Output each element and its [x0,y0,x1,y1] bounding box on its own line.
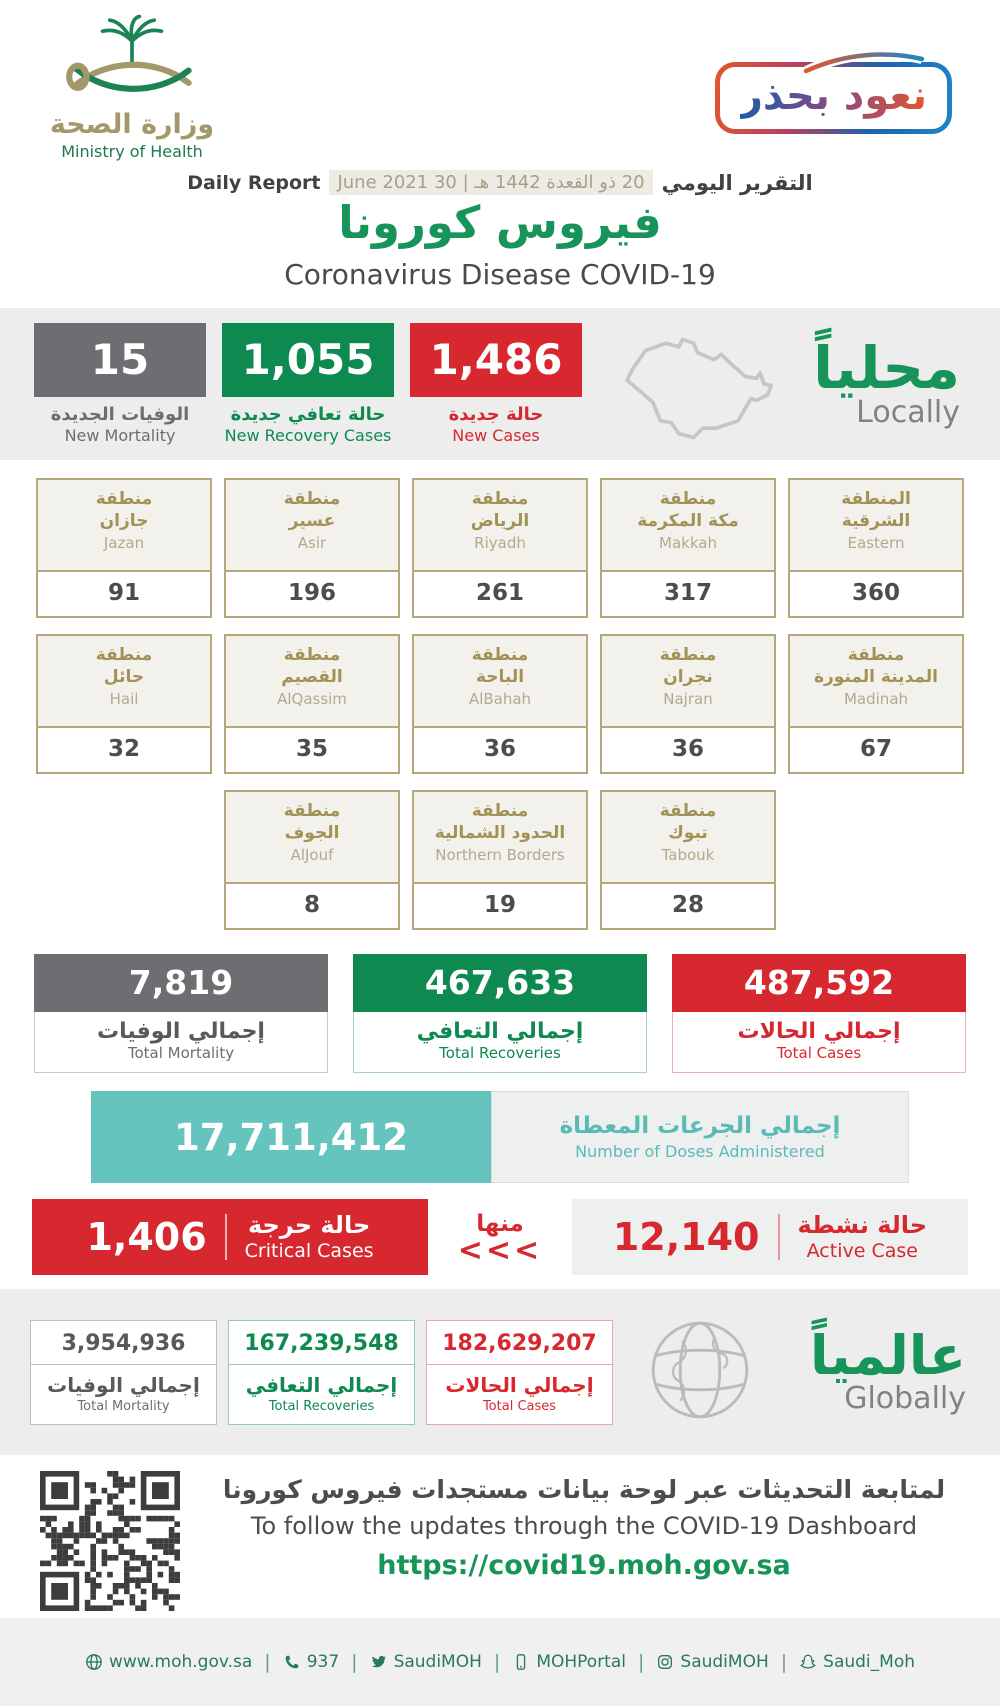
region-name-ar: المدينة المنورة [813,667,938,688]
dashboard-note-english: To follow the updates through the COVID-19 Dashboard [250,1512,918,1540]
region-name-ar: الرياض [470,511,530,532]
report-date-line [0,170,1000,195]
badge-inner [720,67,947,129]
region-card-makkah [600,478,776,618]
twitter-icon [370,1653,388,1671]
doses-section [0,1091,1000,1183]
region-tag: منطقة [283,801,341,821]
doses-value: 17,711,412 [91,1091,491,1183]
region-value: 36 [483,736,516,762]
regions-section [0,460,1000,930]
region-name-ar: القصيم [281,667,343,688]
region-card-aljouf [224,790,400,930]
region-name-ar: عسير [288,511,336,532]
totals-section [0,946,1000,1073]
total-mortality-label-en: Total Mortality [127,1044,235,1062]
global-cases [426,1320,613,1425]
badge-swoosh-icon [798,49,928,75]
footer-separator: | [493,1651,501,1673]
dashboard-note-arabic: لمتابعة التحديثات عبر لوحة بيانات مستجدات فيروس كورونا [222,1475,946,1504]
region-tag: منطقة [283,645,341,665]
region-card-riyadh [412,478,588,618]
locally-title [810,334,966,430]
region-tag: منطقة [659,489,717,509]
region-tag: منطقة [659,801,717,821]
region-name-en: AlJouf [290,846,334,865]
new-recoveries-label-ar: حالة تعافي جديدة [230,404,386,425]
active-cases-label-ar: حالة نشطة [797,1211,928,1240]
region-tag: منطقة [283,489,341,509]
global-mortality-value: 3,954,936 [61,1330,186,1356]
new-cases-label-en: New Cases [452,426,540,445]
region-value: 196 [287,580,336,606]
region-name-ar: الحدود الشمالية [434,823,566,844]
region-tag: المنطقة [841,489,911,509]
footer-label: 937 [306,1652,340,1672]
locally-title-arabic: محلياً [813,334,960,403]
new-cases-value: 1,486 [410,323,582,397]
total-recoveries-value: 467,633 [353,954,647,1012]
return-with-caution-badge [715,62,952,134]
critical-cases-label-ar: حالة حرجة [247,1211,371,1240]
doses-label-ar: إجمالي الجرعات المعطاة [559,1113,841,1139]
region-value: 32 [107,736,140,762]
daily-report-label-en: Daily Report [187,171,321,194]
saudi-map-icon [608,321,794,447]
footer-separator: | [351,1651,358,1673]
globe-icon [85,1653,103,1671]
footer-bar [0,1618,1000,1706]
globally-band [0,1289,1000,1455]
report-date: 20 ذو القعدة 1442 هـ | 30 June 2021 [329,170,652,195]
region-card-asir [224,478,400,618]
global-recoveries-label-ar: إجمالي التعافي [245,1372,398,1397]
region-value: 67 [859,736,892,762]
header [0,0,1000,308]
region-tag: منطقة [847,645,905,665]
global-recoveries [228,1320,415,1425]
region-value: 19 [483,892,516,918]
total-recoveries-label-ar: إجمالي التعافي [416,1019,584,1044]
left-chevrons-icon: <<< [457,1232,543,1268]
new-recoveries-label-en: New Recovery Cases [224,426,392,445]
region-name-en: Hail [109,690,139,709]
new-mortality-label-en: New Mortality [64,426,176,445]
dashboard-text [208,1471,960,1581]
new-mortality-stat [34,323,206,445]
region-row-2 [36,634,964,774]
doses-label [491,1091,909,1183]
of-which-label: منها [476,1210,524,1237]
new-mortality-value: 15 [34,323,206,397]
region-name-en: Najran [663,690,713,709]
footer-item-instagram[interactable] [656,1652,768,1672]
doses-label-en: Number of Doses Administered [575,1142,825,1161]
dashboard-section [0,1455,1000,1615]
region-value: 317 [663,580,712,606]
footer-label: Saudi_Moh [823,1652,915,1672]
page-title-english: Coronavirus Disease COVID-19 [284,258,716,291]
region-name-en: Eastern [847,534,905,553]
footer-label: www.moh.gov.sa [108,1652,253,1672]
region-name-en: Riyadh [474,534,526,553]
region-row-3 [36,790,964,930]
region-tag: منطقة [659,645,717,665]
ministry-name-english: Ministry of Health [61,141,203,161]
region-name-ar: حائل [103,667,145,688]
region-value: 360 [851,580,900,606]
new-mortality-label-ar: الوفيات الجديدة [50,404,190,425]
region-card-jazan [36,478,212,618]
region-name-ar: مكة المكرمة [637,511,739,532]
instagram-icon [656,1653,674,1671]
total-cases [672,954,966,1073]
global-cases-value: 182,629,207 [442,1330,597,1356]
active-cases-value: 12,140 [612,1215,760,1259]
region-value: 28 [671,892,704,918]
footer-item-mohportal[interactable] [512,1652,626,1672]
page-title-arabic: فيروس كورونا [338,196,662,249]
footer-separator: | [264,1651,271,1673]
new-cases-stat [410,323,582,445]
footer-label: SaudiMOH [393,1652,482,1672]
total-recoveries [353,954,647,1073]
total-cases-label-en: Total Cases [776,1044,862,1062]
region-tag: منطقة [471,489,529,509]
global-recoveries-value: 167,239,548 [244,1330,399,1356]
footer-separator: | [780,1651,788,1673]
critical-cases-value: 1,406 [86,1215,207,1259]
phone-icon [283,1653,301,1671]
region-name-en: AlBahah [468,690,532,709]
locally-title-english: Locally [856,394,960,430]
daily-report-label-ar: التقرير اليومي [661,170,813,195]
dashboard-url-link[interactable]: https://covid19.moh.gov.sa [377,1550,791,1581]
snapchat-icon [799,1653,817,1671]
region-card-tabouk [600,790,776,930]
region-tag: منطقة [95,489,153,509]
total-recoveries-label-en: Total Recoveries [439,1044,561,1062]
region-name-en: Asir [297,534,327,553]
global-mortality [30,1320,217,1425]
region-tag: منطقة [471,801,529,821]
ministry-logo [42,14,222,161]
region-value: 35 [295,736,328,762]
region-card-eastern [788,478,964,618]
region-name-en: Jazan [103,534,145,553]
critical-cases-label-en: Critical Cases [244,1239,374,1262]
total-mortality-label-ar: إجمالي الوفيات [97,1019,265,1044]
region-tag: منطقة [471,645,529,665]
global-mortality-label-ar: إجمالي الوفيات [47,1372,200,1397]
region-name-en: Makkah [659,534,717,553]
mobile-icon [512,1653,530,1671]
global-cases-label-ar: إجمالي الحالات [445,1372,594,1397]
region-name-en: Northern Borders [435,846,565,865]
region-value: 8 [303,892,320,918]
ministry-name-arabic: وزارة الصحة [49,109,215,140]
region-row-1 [36,478,964,618]
of-which-indicator [457,1210,543,1268]
region-card-albahah [412,634,588,774]
region-value: 36 [671,736,704,762]
region-name-ar: الباحة [475,667,525,688]
region-value: 91 [107,580,140,606]
active-cases-label-en: Active Case [806,1239,918,1262]
total-cases-value: 487,592 [672,954,966,1012]
footer-label: MOHPortal [536,1652,626,1672]
footer-separator: | [638,1651,645,1673]
qr-code [40,1471,180,1615]
divider [225,1214,227,1260]
region-card-najran [600,634,776,774]
new-cases-label-ar: حالة جديدة [448,404,544,425]
region-name-en: Tabouk [661,846,715,865]
footer-item-snapchat[interactable] [799,1652,915,1672]
region-name-ar: جازان [99,511,149,532]
region-name-ar: نجران [663,667,713,688]
total-mortality-value: 7,819 [34,954,328,1012]
region-name-en: Madinah [843,690,909,709]
region-card-northern-borders [412,790,588,930]
global-cases-label-en: Total Cases [482,1398,557,1414]
region-card-alqassim [224,634,400,774]
globally-title-english: Globally [844,1380,966,1416]
total-cases-label-ar: إجمالي الحالات [737,1019,901,1044]
region-name-ar: تبوك [668,823,708,844]
region-card-madinah [788,634,964,774]
total-mortality [34,954,328,1073]
critical-cases-box [32,1199,428,1275]
region-name-en: AlQassim [277,690,347,709]
new-recoveries-stat [222,323,394,445]
locally-band [0,308,1000,460]
region-card-hail [36,634,212,774]
active-cases-box [572,1199,968,1275]
divider [778,1214,780,1260]
region-name-ar: الشرقية [841,511,911,532]
region-tag: منطقة [95,645,153,665]
footer-item-twitter[interactable] [370,1652,482,1672]
globe-icon [646,1316,754,1428]
ministry-logo-icon [57,14,207,110]
globally-title [765,1324,970,1416]
footer-item-phone[interactable] [283,1652,339,1672]
badge-text: نعود بحذر [739,73,927,119]
global-mortality-label-en: Total Mortality [77,1398,170,1414]
globally-title-arabic: عالمياً [810,1324,966,1388]
region-name-ar: الجوف [284,823,340,844]
footer-item-website[interactable] [85,1652,252,1672]
global-recoveries-label-en: Total Recoveries [268,1398,375,1414]
footer-label: SaudiMOH [680,1652,769,1672]
new-recoveries-value: 1,055 [222,323,394,397]
critical-active-row [0,1199,1000,1275]
region-value: 261 [475,580,524,606]
